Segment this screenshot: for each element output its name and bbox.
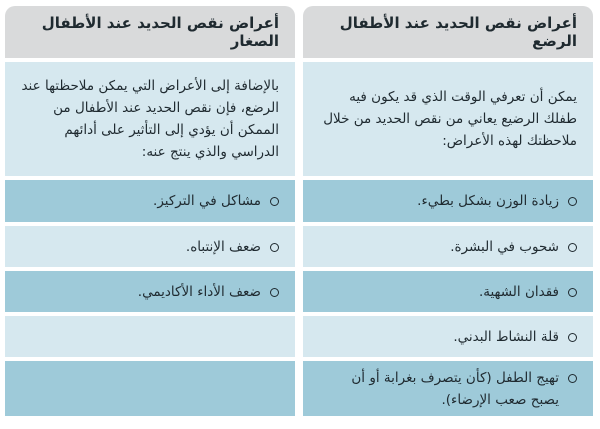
list-item [5,226,295,267]
list-item-text: زيادة الوزن بشكل بطيء. [417,193,559,209]
list-item [303,271,593,312]
list-item-text: ضعف الأداء الأكاديمي. [137,283,261,300]
bullet-circle-icon [568,197,577,206]
infant-intro-text [303,62,593,176]
list-item-text: شحوب في البشرة. [450,238,559,255]
empty-cell [5,316,295,357]
bullet-circle-icon [270,288,279,297]
list-item-text: مشاكل في التركيز. [153,193,261,209]
list-item [303,316,593,357]
child-column-header: أعراض نقص الحديد عند الأطفال الصغار [5,6,295,58]
bullet-circle-icon [568,243,577,252]
list-item [5,271,295,312]
bullet-circle-icon [568,288,577,297]
bullet-circle-icon [270,243,279,252]
list-item [5,180,295,222]
list-item-text: ضعف الإنتباه. [185,238,261,255]
infant-symptoms-column [303,6,593,416]
list-item [303,226,593,267]
list-item-text: قلة النشاط البدني. [453,328,559,345]
list-item [303,361,593,416]
child-intro-text [5,62,295,176]
empty-cell [5,361,295,416]
bullet-circle-icon [568,333,577,342]
list-item [303,180,593,222]
child-intro-label: بالإضافة إلى الأعراض التي يمكن ملاحظتها عند الرضع، فإن نقص الحديد عند الأطفال من الممكن أن يؤدي إلى التأثير على أدائهم الدراسي والذي ينتج عنه: [21,78,279,160]
list-item-text: فقدان الشهية. [478,283,559,300]
child-symptoms-column [5,6,295,416]
infant-intro-label: يمكن أن تعرفي الوقت الذي قد يكون فيه طفلك الرضيع يعاني من نقص الحديد من خلال ملاحظتك لهذه الأعراض: [323,89,577,149]
bullet-circle-icon [270,197,279,206]
list-item-text: تهيج الطفل (كأن يتصرف بغرابة أو أن يصبح صعب الإرضاء). [351,369,559,408]
bullet-circle-icon [568,374,577,383]
infant-column-header: أعراض نقص الحديد عند الأطفال الرضع [303,6,593,58]
